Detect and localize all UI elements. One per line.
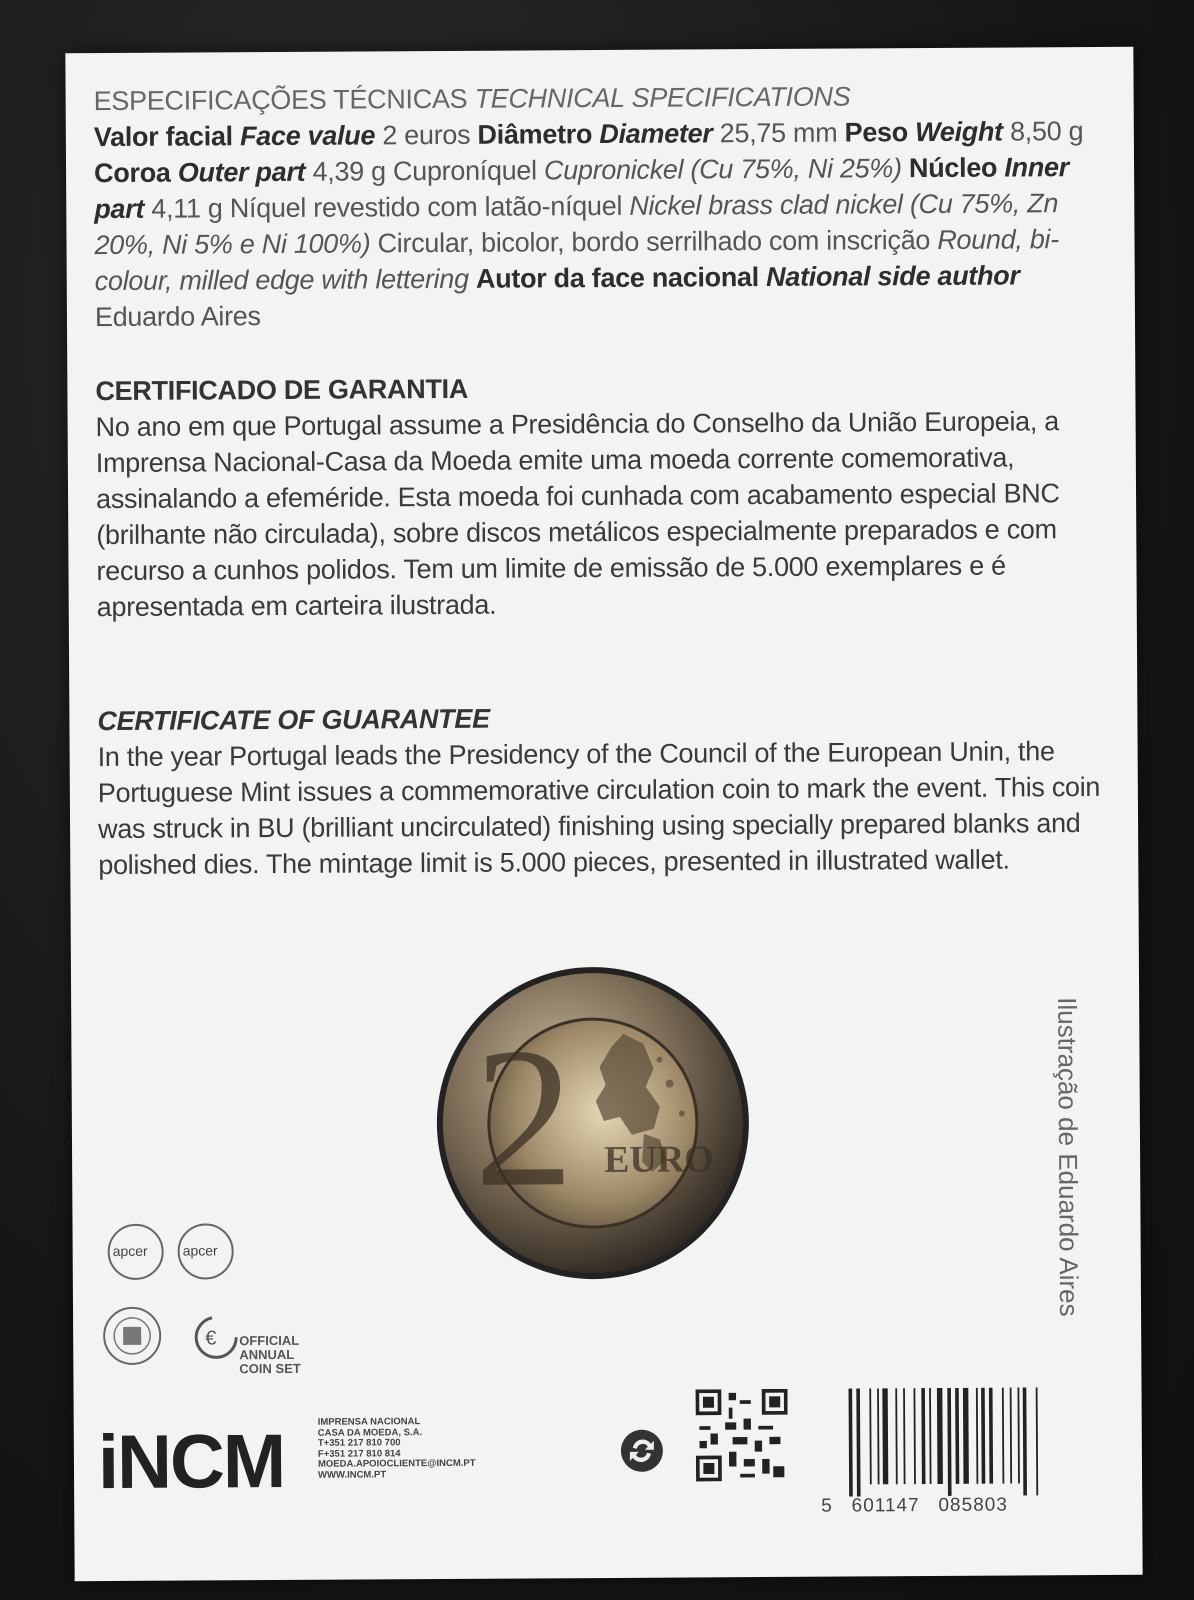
apcer-certification-badges (100, 1217, 260, 1288)
specs-heading-pt: ESPECIFICAÇÕES TÉCNICAS (93, 83, 468, 117)
apcer-label-2: apcer (182, 1242, 218, 1259)
illustration-credit (1046, 997, 1088, 1377)
ocs-line-2: ANNUAL (239, 1346, 295, 1363)
illustration-credit-text: Ilustração de Eduardo Aires (1052, 997, 1085, 1317)
face-value-label-en: Face value (239, 120, 376, 152)
weight: 8,50 g (1009, 116, 1084, 147)
publisher-address: IMPRENSA NACIONAL CASA DA MOEDA, S.A. T+351 217 810 700 F+351 217 810 814 MOEDA.APOIOCLIENTE@INCM.PT WWW.INCM.PT (317, 1416, 476, 1481)
weight-label-en: Weight (915, 116, 1003, 148)
euro-set-icon (193, 1314, 239, 1360)
technical-specifications (94, 77, 1106, 335)
ocs-line-1: OFFICIAL (239, 1332, 300, 1349)
inner-value-pt: 4,11 g Níquel revestido com latão-níquel (151, 190, 623, 224)
guarantee-body-en: In the year Portugal leads the Presidency of the Council of the European Unin, the Portuguese Mint issues a commemorative circulation coin to mark the event. This coin was struck in BU (brilliant uncirculated) finishing using specially prepared blanks and polished dies. The mintage limit is 5.000 pieces, presented in illustrated wallet. (97, 736, 1101, 881)
diameter-label-pt: Diâmetro (477, 119, 593, 150)
two-euro-coin (433, 963, 753, 1283)
outer-label-en: Outer part (177, 156, 306, 188)
svg-text:€: € (205, 1327, 217, 1350)
coin-card (65, 47, 1142, 1581)
author: Eduardo Aires (94, 301, 261, 333)
coin-euro-label: EURO (603, 1138, 715, 1182)
author-label-pt: Autor da face nacional (475, 262, 760, 294)
inner-label-en: Inner part (94, 152, 1069, 225)
guarantee-body-pt: No ano em que Portugal assume a Presidência do Conselho da União Europeia, a Imprensa Nacional-Casa da Moeda emite uma moeda corrente comemorativa, assinalando a efeméride. Esta moeda foi cunhada com acabamento especial BNC (brilhante não circulada), sobre discos metálicos especialmente preparados e com recurso a cunhos polidos. Tem um limite de emissão de 5.000 exemplares e é apresentada em carteira ilustrada. (95, 406, 1060, 623)
recycle-icon (619, 1428, 665, 1474)
shape-en: Round, bi-colour, milled edge with lettering (94, 224, 1059, 297)
weight-label-pt: Peso (844, 117, 908, 148)
guarantee-certificate-en (97, 697, 1108, 883)
face-value-label-pt: Valor facial (93, 121, 233, 153)
diameter: 25,75 mm (719, 117, 838, 149)
outer-value-en: Cupronickel (Cu 75%, Ni 25%) (543, 153, 902, 186)
outer-value-pt: 4,39 g Cuproníquel (312, 155, 537, 187)
incm-logo: iNCM (97, 1418, 285, 1506)
specs-heading-en: TECHNICAL SPECIFICATIONS (474, 81, 851, 114)
outer-label-pt: Coroa (93, 157, 171, 189)
qr-code (696, 1389, 789, 1482)
diameter-label-en: Diameter (599, 118, 713, 150)
guarantee-heading-en: CERTIFICATE OF GUARANTEE (97, 703, 490, 737)
inner-label-pt: Núcleo (908, 152, 998, 184)
seal-icon (101, 1305, 163, 1367)
barcode-digits: 5 601147 085803 (821, 1494, 1008, 1517)
shape-pt: Circular, bicolor, bordo serrilhado com inscrição (377, 224, 931, 259)
coin-numeral: 2 (473, 1007, 575, 1229)
inner-value-en: Nickel brass clad nickel (Cu 75%, Zn 20%, Ni 5% e Ni 100%) (94, 188, 1059, 261)
guarantee-certificate-pt (95, 367, 1107, 625)
author-label-en: National side author (766, 260, 1020, 292)
ocs-line-3: COIN SET (239, 1360, 301, 1377)
face-value: 2 euros (382, 119, 471, 151)
official-annual-coin-set (239, 1334, 301, 1376)
guarantee-heading-pt: CERTIFICADO DE GARANTIA (95, 373, 469, 407)
apcer-label-1: apcer (112, 1242, 148, 1260)
